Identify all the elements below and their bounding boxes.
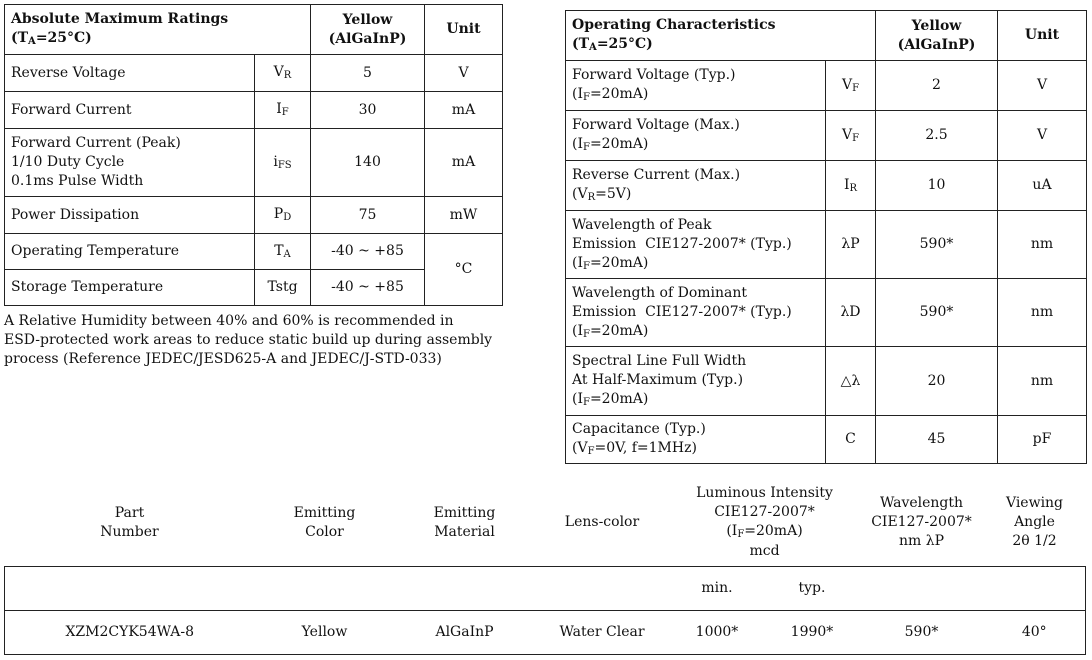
symbol: λD <box>826 279 876 347</box>
subheader-typ: typ. <box>765 566 860 610</box>
opc-unit-header: Unit <box>998 11 1087 61</box>
subheader-min: min. <box>670 566 765 610</box>
param-forward-voltage-max: Forward Voltage (Max.) $(I_F=20mA)$ <box>566 111 826 161</box>
parts-subheader-row <box>5 566 1086 610</box>
table-row <box>5 234 503 270</box>
table-row <box>5 92 503 129</box>
intensity-min: 1000* <box>670 610 765 654</box>
header-emitting-color: Emitting Color <box>293 504 356 540</box>
part-selection-table <box>4 480 1086 655</box>
symbol: $I_R$ <box>826 161 876 211</box>
wavelength-value: 590* <box>860 610 984 654</box>
value: 140 <box>311 129 425 197</box>
value: 45 <box>876 416 998 464</box>
unit: pF <box>998 416 1087 464</box>
amr-color-header: Yellow (AlGaInP) <box>311 5 425 55</box>
operating-characteristics-table <box>565 10 1087 464</box>
amr-unit-header: Unit <box>425 5 503 55</box>
value: 2.5 <box>876 111 998 161</box>
table-row <box>566 111 1087 161</box>
value: 5 <box>311 55 425 92</box>
symbol: △λ <box>826 347 876 416</box>
table-row <box>566 161 1087 211</box>
table-row <box>5 610 1086 654</box>
parts-header-row <box>5 480 1086 566</box>
symbol: C <box>826 416 876 464</box>
opc-color-header: Yellow (AlGaInP) <box>876 11 998 61</box>
symbol: $V_F$ <box>826 111 876 161</box>
table-row <box>5 55 503 92</box>
param-peak-wavelength: Wavelength of Peak Emission CIE127-2007* (Typ.) $(I_F=20mA)$ <box>566 211 826 279</box>
value: 10 <box>876 161 998 211</box>
symbol: $V_F$ <box>826 61 876 111</box>
unit: nm <box>998 279 1087 347</box>
header-part-number: Part Number <box>100 504 159 540</box>
param-spectral-line-width: Spectral Line Full Width At Half-Maximum (Typ.) $(I_F=20mA)$ <box>566 347 826 416</box>
param-storage-temperature: Storage Temperature <box>5 270 255 306</box>
symbol: Tstg <box>255 270 311 306</box>
symbol: $T_A$ <box>255 234 311 270</box>
unit: mA <box>425 129 503 197</box>
table-row <box>566 347 1087 416</box>
viewing-angle-value: 40° <box>984 610 1086 654</box>
unit: nm <box>998 347 1087 416</box>
absolute-maximum-ratings-table <box>4 4 503 306</box>
intensity-typ: 1990* <box>765 610 860 654</box>
param-operating-temperature: Operating Temperature <box>5 234 255 270</box>
table-row <box>566 416 1087 464</box>
symbol: $i_{FS}$ <box>255 129 311 197</box>
header-emitting-material: Emitting Material <box>433 504 496 540</box>
table-row <box>566 211 1087 279</box>
value: 590* <box>876 211 998 279</box>
header-viewing-angle: Viewing Angle 2θ 1/2 <box>1005 495 1064 550</box>
amr-title-cell <box>5 5 311 55</box>
value: 2 <box>876 61 998 111</box>
unit: nm <box>998 211 1087 279</box>
symbol: $V_R$ <box>255 55 311 92</box>
table-row <box>566 61 1087 111</box>
unit: V <box>998 61 1087 111</box>
param-forward-current: Forward Current <box>5 92 255 129</box>
param-forward-current-peak: Forward Current (Peak) 1/10 Duty Cycle 0.1ms Pulse Width <box>5 129 255 197</box>
param-reverse-voltage: Reverse Voltage <box>5 55 255 92</box>
symbol: λP <box>826 211 876 279</box>
table-row <box>5 197 503 234</box>
param-reverse-current-max: Reverse Current (Max.) $(V_R=5V)$ <box>566 161 826 211</box>
unit: V <box>998 111 1087 161</box>
value: 590* <box>876 279 998 347</box>
part-number: XZM2CYK54WA-8 <box>5 610 255 654</box>
unit: uA <box>998 161 1087 211</box>
unit-temperature: °C <box>425 234 503 306</box>
value: 30 <box>311 92 425 129</box>
value: 20 <box>876 347 998 416</box>
amr-condition: $(T_A=25^\circ C)$ <box>11 30 92 47</box>
amr-title: Absolute Maximum Ratings <box>11 11 229 27</box>
table-row <box>566 279 1087 347</box>
lens-color: Water Clear <box>535 610 670 654</box>
unit: mW <box>425 197 503 234</box>
emitting-color: Yellow <box>255 610 395 654</box>
humidity-note: A Relative Humidity between 40% and 60% is recommended in ESD-protected work areas to reduce static build up during assembly process (Reference JEDEC/JESD625-A and JEDEC/J-STD-033) <box>4 313 493 367</box>
header-lens-color: Lens-color <box>564 514 640 531</box>
param-capacitance: Capacitance (Typ.) ($V_F=0V$, f=1MHz) <box>566 416 826 464</box>
opc-title-cell <box>566 11 876 61</box>
param-power-dissipation: Power Dissipation <box>5 197 255 234</box>
symbol: $I_F$ <box>255 92 311 129</box>
param-forward-voltage-typ: Forward Voltage (Typ.) $(I_F=20mA)$ <box>566 61 826 111</box>
emitting-material: AlGaInP <box>395 610 535 654</box>
table-row <box>5 129 503 197</box>
unit: V <box>425 55 503 92</box>
unit: mA <box>425 92 503 129</box>
opc-title: Operating Characteristics <box>572 17 776 33</box>
value: 75 <box>311 197 425 234</box>
value: -40 ~ +85 <box>311 270 425 306</box>
header-luminous-intensity: Luminous Intensity CIE127-2007* $(I_F=20mA)$ mcd <box>696 485 833 560</box>
symbol: $P_D$ <box>255 197 311 234</box>
value: -40 ~ +85 <box>311 234 425 270</box>
header-wavelength: Wavelength CIE127-2007* nm λP <box>871 495 972 550</box>
param-dominant-wavelength: Wavelength of Dominant Emission CIE127-2007* (Typ.) $(I_F=20mA)$ <box>566 279 826 347</box>
opc-condition: $(T_A=25^\circ C)$ <box>572 36 653 53</box>
